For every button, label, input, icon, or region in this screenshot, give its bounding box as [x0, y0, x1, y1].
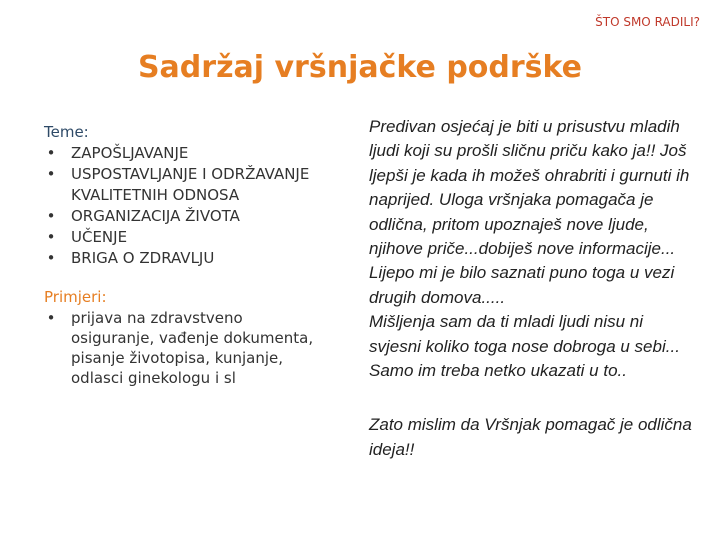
list-item-text: ZAPOŠLJAVANJE [71, 144, 189, 162]
bullet-icon: • [46, 207, 56, 225]
list-item [44, 143, 314, 164]
list-item-text: USPOSTAVLJANJE I ODRŽAVANJE KVALITETNIH ODNOSA [71, 165, 310, 204]
list-item [44, 248, 314, 269]
list-item [44, 164, 314, 206]
bullet-icon: • [46, 249, 56, 267]
testimonial-quote: Predivan osjećaj je biti u prisustvu mladih ljudi koji su prošli sličnu priču kako ja!! Još ljepši je kada ih možeš ohrabriti i gurnuti ih naprijed. Uloga vršnjaka pomagača je odlična, pritom upoznaješ nove ljude, njihove priče...dobiješ nove informacije... Lijepo mi je bilo saznati puno toga u vezi drugih domova..... [369, 117, 690, 307]
list-item-text: UČENJE [71, 228, 128, 246]
examples-heading: Primjeri: [44, 288, 107, 306]
testimonial-panel [369, 115, 699, 462]
list-item-text: ORGANIZACIJA ŽIVOTA [71, 207, 240, 225]
examples-list [44, 308, 314, 388]
topics-heading: Teme: [44, 123, 89, 141]
list-item [44, 308, 314, 388]
bullet-icon: • [46, 309, 56, 327]
topics-list [44, 143, 314, 269]
topics-panel [44, 122, 314, 388]
bullet-icon: • [46, 165, 56, 183]
examples-section [44, 287, 314, 388]
list-item [44, 227, 314, 248]
list-item [44, 206, 314, 227]
testimonial-quote-continued: Mišljenja sam da ti mladi ljudi nisu ni svjesni koliko toga nose dobroga u sebi... Samo im treba netko ukazati u to.. [369, 312, 680, 381]
page-title: Sadržaj vršnjačke podrške [137, 50, 583, 85]
bullet-icon: • [46, 228, 56, 246]
list-item-text: BRIGA O ZDRAVLJU [71, 249, 215, 267]
section-tag: ŠTO SMO RADILI? [595, 15, 700, 29]
list-item-text: prijava na zdravstveno osiguranje, vađenje dokumenta, pisanje životopisa, kunjanje, odlasci ginekologu i sl [71, 309, 314, 387]
bullet-icon: • [46, 144, 56, 162]
testimonial-closing: Zato mislim da Vršnjak pomagač je odlična ideja!! [369, 415, 692, 459]
